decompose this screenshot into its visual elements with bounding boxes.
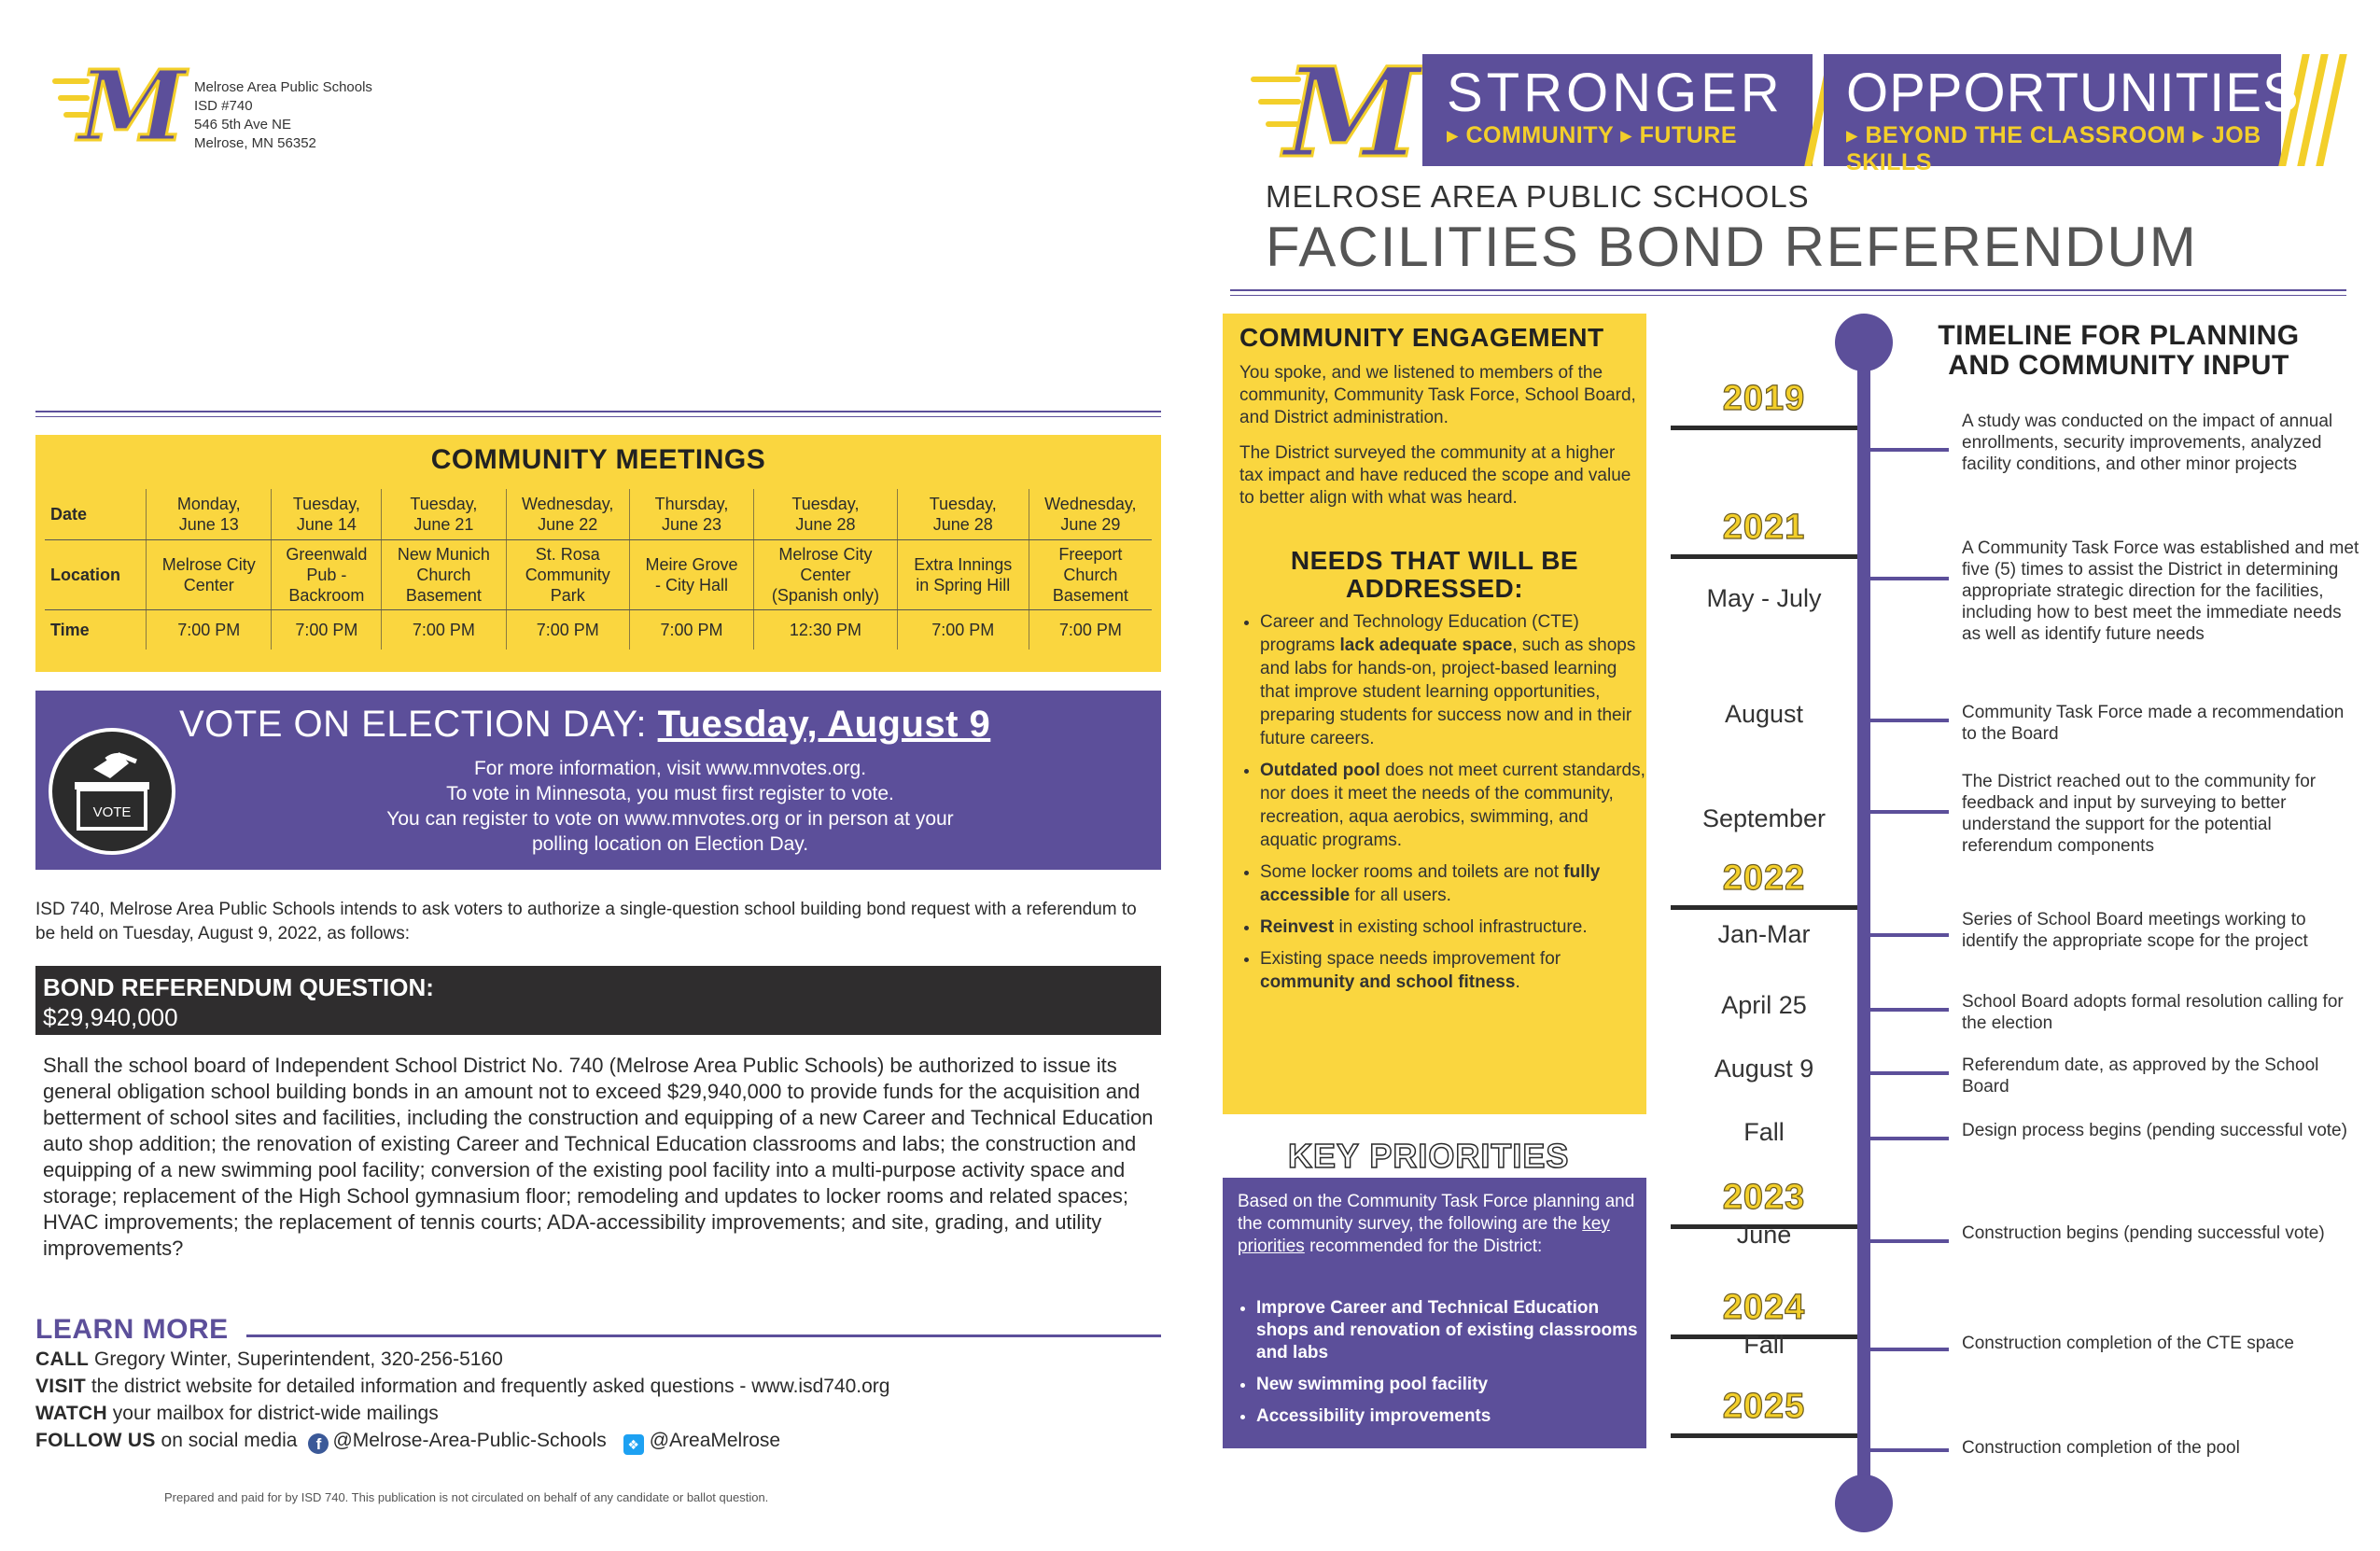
need-text: for all users. bbox=[1350, 886, 1451, 905]
intro-text: ISD 740, Melrose Area Public Schools intends to ask voters to authorize a single-question school building bond request with a referendum to be held on Tuesday, August 9, 2022, as follows: bbox=[35, 900, 1137, 943]
timeline-period: Jan-Mar bbox=[1717, 920, 1811, 948]
meeting-time: 7:00 PM bbox=[272, 610, 382, 650]
follow-row: FOLLOW US on social media f @Melrose-Area-Public-Schools ❖ @AreaMelrose bbox=[35, 1430, 781, 1453]
timeline-tick bbox=[1870, 1071, 1949, 1075]
timeline-tick bbox=[1870, 1448, 1949, 1452]
learn-more bbox=[35, 1314, 1161, 1455]
meeting-location bbox=[506, 540, 629, 610]
timeline-year-line bbox=[1671, 1433, 1857, 1438]
community-meetings-box bbox=[35, 435, 1161, 672]
timeline-event: Construction completion of the CTE space bbox=[1962, 1334, 2294, 1353]
banner-stronger: STRONGER bbox=[1447, 63, 1784, 123]
district-logo-large bbox=[1251, 41, 1428, 186]
timeline-year: 2025 bbox=[1722, 1387, 1806, 1426]
meeting-location-line: Pub - bbox=[306, 566, 347, 584]
facebook-icon: f bbox=[308, 1433, 329, 1454]
timeline-line bbox=[1857, 336, 1870, 1519]
priorities-intro: Based on the Community Task Force planning and the community survey, the following are the key priorities recommended for the District: bbox=[1238, 1192, 1635, 1256]
meeting-date bbox=[1029, 489, 1152, 540]
timeline-event: Community Task Force made a recommendation to the Board bbox=[1962, 703, 2345, 744]
meeting-time: 7:00 PM bbox=[382, 610, 506, 650]
timeline-event: Construction begins (pending successful vote) bbox=[1962, 1223, 2325, 1243]
timeline-year: 2021 bbox=[1722, 508, 1806, 547]
meeting-location-line: Greenwald bbox=[286, 545, 368, 564]
timeline-tick bbox=[1870, 1348, 1949, 1351]
timeline-top-dot bbox=[1835, 314, 1893, 371]
meeting-day-date: June 29 bbox=[1060, 515, 1121, 534]
meeting-day: Wednesday, bbox=[522, 495, 614, 513]
return-address: Melrose Area Public Schools ISD #740 546 5th Ave NE Melrose, MN 56352 bbox=[194, 79, 372, 151]
district-logo-small bbox=[52, 49, 192, 163]
timeline-title: TIMELINE FOR PLANNING AND COMMUNITY INPUT bbox=[1938, 320, 2300, 381]
meeting-location-line: Freeport bbox=[1058, 545, 1123, 564]
meeting-day: Wednesday, bbox=[1044, 495, 1137, 513]
meeting-location-line: Basement bbox=[1052, 586, 1128, 605]
meeting-location bbox=[1029, 540, 1152, 610]
divider bbox=[1230, 295, 2346, 296]
district-name: MELROSE AREA PUBLIC SCHOOLS bbox=[1266, 179, 1810, 214]
meeting-day: Tuesday, bbox=[292, 495, 360, 513]
need-text: does not meet current standards, nor does it meet the needs of the community, recreation, aqua aerobics, swimming, and aquatic programs. bbox=[1260, 761, 1645, 850]
timeline-period: August 9 bbox=[1714, 1055, 1814, 1083]
key-priorities-title: KEY PRIORITIES bbox=[1288, 1137, 1570, 1175]
meeting-location-line: in Spring Hill bbox=[916, 576, 1011, 594]
timeline-year-line bbox=[1671, 426, 1857, 430]
needs-list bbox=[1239, 610, 1650, 1002]
facebook-handle: @Melrose-Area-Public-Schools bbox=[332, 1430, 607, 1451]
meeting-location-line: Park bbox=[550, 586, 585, 605]
engagement-p1: You spoke, and we listened to members of the community, Community Task Force, School Board, and District administration. bbox=[1239, 363, 1636, 427]
vote-icon-label: VOTE bbox=[92, 804, 132, 820]
twitter-icon: ❖ bbox=[623, 1434, 644, 1455]
meeting-date bbox=[629, 489, 753, 540]
row-label-time: Time bbox=[50, 621, 90, 639]
meeting-date bbox=[506, 489, 629, 540]
meeting-location-line: Melrose City bbox=[778, 545, 873, 564]
meeting-date bbox=[754, 489, 898, 540]
meeting-day: Tuesday, bbox=[791, 495, 860, 513]
timeline-tick bbox=[1870, 577, 1949, 580]
timeline-period: August bbox=[1724, 700, 1804, 728]
need-text: Some locker rooms and toilets are not bbox=[1260, 862, 1564, 882]
timeline-year: 2023 bbox=[1722, 1178, 1806, 1217]
meeting-location-line: Church bbox=[1063, 566, 1118, 584]
timeline-period: September bbox=[1701, 804, 1827, 832]
meeting-location-line: Backroom bbox=[288, 586, 365, 605]
meeting-time: 12:30 PM bbox=[754, 610, 898, 650]
divider bbox=[246, 1334, 1161, 1337]
timeline-period: April 25 bbox=[1721, 991, 1807, 1019]
community-engagement-box bbox=[1223, 314, 1646, 1114]
meeting-day-date: June 14 bbox=[296, 515, 357, 534]
timeline-event: School Board adopts formal resolution calling for the election bbox=[1962, 992, 2344, 1033]
priority-item: • Accessibility improvements bbox=[1256, 1405, 1648, 1428]
meeting-day-date: June 28 bbox=[932, 515, 993, 534]
meeting-location bbox=[382, 540, 506, 610]
banner-sub-2: ▸ BEYOND THE CLASSROOM ▸ JOB SKILLS bbox=[1846, 122, 2261, 175]
call-row: CALL Gregory Winter, Superintendent, 320-256-5160 bbox=[35, 1348, 503, 1370]
banner-sub-1: ▸ COMMUNITY ▸ FUTURE bbox=[1447, 122, 1738, 148]
meeting-location-line: Center bbox=[800, 566, 851, 584]
visit-row: VISIT the district website for detailed information and frequently asked questions - www.isd740.org bbox=[35, 1376, 890, 1397]
meeting-day: Thursday, bbox=[654, 495, 729, 513]
meeting-day: Monday, bbox=[176, 495, 241, 513]
meeting-location bbox=[897, 540, 1029, 610]
meeting-location-line: Church bbox=[416, 566, 471, 584]
timeline-bottom-dot bbox=[1835, 1474, 1893, 1532]
timeline-tick bbox=[1870, 1008, 1949, 1012]
banner bbox=[1422, 54, 2346, 175]
watch-row: WATCH your mailbox for district-wide mailings bbox=[35, 1403, 439, 1424]
meeting-location-line: New Munich bbox=[397, 545, 490, 564]
vote-title: VOTE ON ELECTION DAY: Tuesday, August 9 bbox=[179, 704, 991, 745]
bond-question-header bbox=[35, 966, 1161, 1035]
meeting-time: 7:00 PM bbox=[147, 610, 272, 650]
meeting-location-line: St. Rosa bbox=[535, 545, 600, 564]
meeting-time: 7:00 PM bbox=[506, 610, 629, 650]
meeting-day-date: June 21 bbox=[413, 515, 474, 534]
engagement-p2: The District surveyed the community at a higher tax impact and have reduced the scope and value to better align with what was heard. bbox=[1239, 443, 1631, 508]
bond-question-text: Shall the school board of Independent School District No. 740 (Melrose Area Public Schools) be authorized to issue its general obligation school building bonds in an amount not to exceed $29,940,000 to provide funds for the acquisition and betterment of school sites and facilities, including the construction and equipping of a new Career and Technical Education auto shop addition; the renovation of existing Career and Technical Education classrooms and labs; the construction and equipping of a new swimming pool facility; conversion of the existing pool facility into a multi-purpose activity space and storage; replacement of the High School gymnasium floor; remodeling and updates to locker rooms and related spaces; HVAC improvements; the replacement of tennis courts; ADA-accessibility improvements; and site, grading, and utility improvements? bbox=[43, 1054, 1154, 1260]
priorities-list bbox=[1238, 1297, 1648, 1437]
meeting-day: Tuesday, bbox=[929, 495, 997, 513]
timeline-year: 2022 bbox=[1722, 859, 1806, 898]
meeting-date bbox=[272, 489, 382, 540]
row-label-date: Date bbox=[45, 489, 147, 540]
meeting-day-date: June 28 bbox=[795, 515, 856, 534]
meeting-location-line: Meire Grove bbox=[645, 555, 738, 574]
timeline-year: 2019 bbox=[1722, 379, 1806, 418]
meeting-date bbox=[147, 489, 272, 540]
page-title: FACILITIES BOND REFERENDUM bbox=[1266, 216, 2198, 278]
meeting-location-line: Melrose City bbox=[161, 555, 256, 574]
timeline-tick bbox=[1870, 1239, 1949, 1243]
meeting-location-line: Basement bbox=[405, 586, 482, 605]
timeline-event: The District reached out to the community for feedback and input by surveying to better understand the support for the potential referendum components bbox=[1962, 772, 2317, 856]
disclaimer: Prepared and paid for by ISD 740. This publication is not circulated on behalf of any candidate or ballot question. bbox=[164, 1490, 769, 1504]
ballot-box-icon bbox=[49, 728, 175, 855]
meeting-location-line: Community bbox=[525, 566, 610, 584]
divider bbox=[35, 411, 1161, 412]
need-item bbox=[1260, 915, 1650, 939]
vote-box bbox=[35, 691, 1161, 870]
logo-letter: M bbox=[1284, 41, 1421, 186]
need-item bbox=[1260, 610, 1650, 750]
meeting-location bbox=[272, 540, 382, 610]
timeline-event: Construction completion of the pool bbox=[1962, 1438, 2240, 1458]
need-emphasis: Reinvest bbox=[1260, 917, 1335, 937]
meeting-time: 7:00 PM bbox=[629, 610, 753, 650]
timeline-event: Series of School Board meetings working to identify the appropriate scope for the project bbox=[1962, 910, 2308, 951]
need-emphasis: Outdated pool bbox=[1260, 761, 1380, 780]
meetings-title: COMMUNITY MEETINGS bbox=[430, 444, 766, 475]
need-item bbox=[1260, 759, 1650, 852]
timeline-year-line bbox=[1671, 905, 1857, 910]
meeting-location bbox=[629, 540, 753, 610]
learn-more-heading: LEARN MORE bbox=[35, 1314, 229, 1345]
priority-item: • Improve Career and Technical Education shops and renovation of existing classrooms and labs bbox=[1256, 1297, 1648, 1364]
meeting-location-line: Center bbox=[183, 576, 234, 594]
need-text: Existing space needs improvement for bbox=[1260, 949, 1561, 969]
timeline-event: Design process begins (pending successful vote) bbox=[1962, 1121, 2347, 1140]
meeting-date bbox=[382, 489, 506, 540]
need-emphasis: lack adequate space bbox=[1339, 636, 1513, 655]
meeting-day-date: June 13 bbox=[178, 515, 239, 534]
timeline-tick bbox=[1870, 1137, 1949, 1140]
row-label-location: Location bbox=[45, 540, 147, 610]
need-text: , such as shops and labs for hands-on, project-based learning that improve student learning opportunities, preparing students for success now and in their future careers. bbox=[1260, 636, 1636, 748]
need-text: in existing school infrastructure. bbox=[1334, 917, 1588, 937]
timeline-tick bbox=[1870, 933, 1949, 937]
priority-item: • New swimming pool facility bbox=[1256, 1374, 1648, 1396]
need-item bbox=[1260, 860, 1650, 907]
need-item bbox=[1260, 947, 1650, 994]
meeting-location bbox=[754, 540, 898, 610]
bond-question-heading: BOND REFERENDUM QUESTION: bbox=[43, 973, 434, 1001]
meeting-day-date: June 22 bbox=[538, 515, 598, 534]
divider bbox=[35, 416, 1161, 417]
logo-letter: M bbox=[78, 49, 187, 163]
needs-title: NEEDS THAT WILL BE ADDRESSED: bbox=[1290, 546, 1579, 603]
timeline-event: Referendum date, as approved by the School Board bbox=[1962, 1055, 2319, 1097]
vote-info: For more information, visit www.mnvotes.org. To vote in Minnesota, you must first register to vote. You can register to vote on www.mnvotes.org or in person at your polling location on Election Day. bbox=[386, 758, 954, 855]
timeline-period: May - July bbox=[1706, 584, 1822, 612]
banner-opportunities: OPPORTUNITIES bbox=[1846, 63, 2300, 123]
need-emphasis: community and school fitness bbox=[1260, 972, 1516, 992]
meeting-date bbox=[897, 489, 1029, 540]
meeting-location-line: - City Hall bbox=[654, 576, 728, 594]
meeting-location-line: (Spanish only) bbox=[771, 586, 879, 605]
need-text: . bbox=[1515, 972, 1520, 992]
divider bbox=[1230, 289, 2346, 291]
timeline-tick bbox=[1870, 719, 1949, 722]
timeline-tick bbox=[1870, 810, 1949, 814]
timeline-year: 2024 bbox=[1722, 1288, 1806, 1327]
twitter-handle: @AreaMelrose bbox=[649, 1430, 781, 1451]
timeline-period: Fall bbox=[1743, 1331, 1785, 1359]
timeline-period: Fall bbox=[1743, 1118, 1785, 1146]
meeting-day: Tuesday, bbox=[410, 495, 478, 513]
timeline-event: A study was conducted on the impact of annual enrollments, security improvements, analyzed facility conditions, and other minor projects bbox=[1962, 412, 2333, 474]
meetings-table bbox=[45, 489, 1152, 650]
timeline-tick bbox=[1870, 448, 1949, 452]
timeline-period: June bbox=[1736, 1221, 1792, 1249]
election-date: Tuesday, August 9 bbox=[657, 704, 991, 745]
timeline-event: A Community Task Force was established and met five (5) times to assist the District in determining appropriate strategic direction for the facilities, including how to best meet the immediate needs as well as identify future needs bbox=[1962, 538, 2359, 644]
meeting-location-line: Extra Innings bbox=[914, 555, 1013, 574]
meeting-day-date: June 23 bbox=[661, 515, 722, 534]
key-priorities-box bbox=[1223, 1178, 1646, 1448]
timeline-year-line bbox=[1671, 554, 1857, 559]
need-emphasis: fully accessible bbox=[1260, 862, 1601, 905]
meeting-location bbox=[147, 540, 272, 610]
engagement-title: COMMUNITY ENGAGEMENT bbox=[1239, 323, 1604, 352]
need-text: Career and Technology Education (CTE) programs bbox=[1260, 612, 1579, 655]
meeting-time: 7:00 PM bbox=[897, 610, 1029, 650]
meeting-time: 7:00 PM bbox=[1029, 610, 1152, 650]
bond-amount: $29,940,000 bbox=[43, 1003, 178, 1031]
